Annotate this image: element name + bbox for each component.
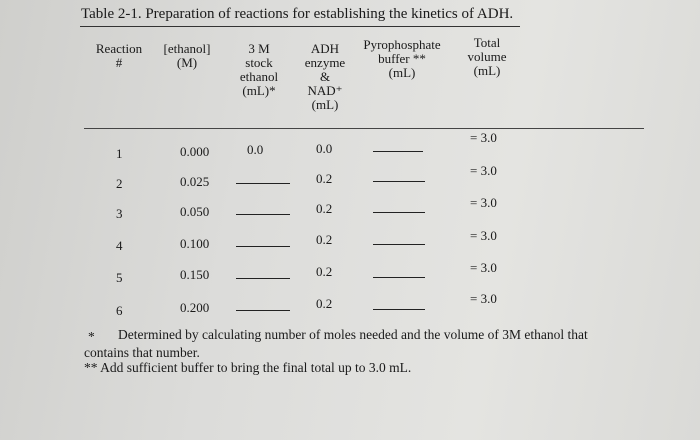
row-6-buffer-blank — [373, 309, 425, 310]
row-1-buffer-blank — [373, 151, 423, 152]
row-3-stock-blank — [236, 214, 290, 215]
row-5-total: = 3.0 — [470, 260, 497, 275]
row-6-total: = 3.0 — [470, 291, 497, 306]
header-line: & — [319, 69, 331, 84]
row-2-conc: 0.025 — [180, 174, 210, 189]
row-3-total: = 3.0 — [470, 195, 497, 210]
row-4-stock-blank — [236, 246, 290, 247]
header-divider — [84, 128, 644, 129]
row-2-stock-blank — [236, 183, 290, 184]
header-line: (mL) — [311, 97, 339, 112]
row-5-number: 5 — [116, 270, 123, 285]
header-line: enzyme — [304, 55, 346, 70]
header-line: (mL) — [388, 65, 416, 80]
row-1-total: = 3.0 — [470, 130, 497, 145]
header-buffer — [356, 38, 448, 80]
row-3-conc: 0.050 — [180, 204, 210, 219]
row-5-buffer-blank — [373, 277, 425, 278]
row-3-buffer-blank — [373, 212, 425, 213]
row-5-conc: 0.150 — [180, 267, 210, 282]
header-line: Reaction — [95, 41, 143, 56]
footnote-star: * — [88, 329, 95, 344]
row-1-conc: 0.000 — [180, 144, 210, 159]
row-2-number: 2 — [116, 176, 123, 191]
header-line: 3 M — [248, 41, 270, 56]
header-line: buffer ** — [378, 51, 426, 66]
row-1-stock: 0.0 — [247, 142, 264, 157]
row-3-number: 3 — [116, 206, 123, 221]
header-line: Total — [473, 35, 501, 50]
row-6-conc: 0.200 — [180, 300, 210, 315]
row-2-total: = 3.0 — [470, 163, 497, 178]
row-2-adh: 0.2 — [316, 171, 333, 186]
row-1-adh: 0.0 — [316, 141, 333, 156]
row-2-buffer-blank — [373, 181, 425, 182]
footnote-2: ** Add sufficient buffer to bring the final total up to 3.0 mL. — [84, 360, 412, 375]
row-6-adh: 0.2 — [316, 296, 333, 311]
header-stock-ethanol — [230, 42, 288, 98]
row-5-adh: 0.2 — [316, 264, 333, 279]
header-line: Pyrophosphate — [363, 37, 441, 52]
row-5-stock-blank — [236, 278, 290, 279]
header-line: (mL)* — [242, 83, 276, 98]
header-line: ADH — [310, 41, 340, 56]
row-4-adh: 0.2 — [316, 232, 333, 247]
row-4-total: = 3.0 — [470, 228, 497, 243]
header-line: volume — [467, 49, 507, 64]
header-line: (M) — [176, 55, 198, 70]
header-total-volume — [456, 36, 518, 78]
row-4-buffer-blank — [373, 244, 425, 245]
row-1-number: 1 — [116, 146, 123, 161]
header-adh-nad — [294, 42, 356, 112]
header-line: stock — [245, 55, 273, 70]
row-4-conc: 0.100 — [180, 236, 210, 251]
footnote-1-line1: Determined by calculating number of moles needed and the volume of 3M ethanol that — [118, 327, 588, 342]
row-3-adh: 0.2 — [316, 201, 333, 216]
footnote-1-line2: contains that number. — [84, 345, 200, 360]
header-reaction — [90, 42, 148, 70]
header-ethanol-conc — [156, 42, 218, 70]
header-line: NAD⁺ — [307, 83, 343, 98]
header-line: ethanol — [239, 69, 279, 84]
header-line: # — [115, 55, 123, 70]
title-underline — [80, 26, 520, 27]
header-line: [ethanol] — [163, 41, 211, 56]
row-6-stock-blank — [236, 310, 290, 311]
row-4-number: 4 — [116, 238, 123, 253]
header-line: (mL) — [473, 63, 501, 78]
table-title: Table 2-1. Preparation of reactions for establishing the kinetics of ADH. — [81, 6, 514, 22]
row-6-number: 6 — [116, 303, 123, 318]
